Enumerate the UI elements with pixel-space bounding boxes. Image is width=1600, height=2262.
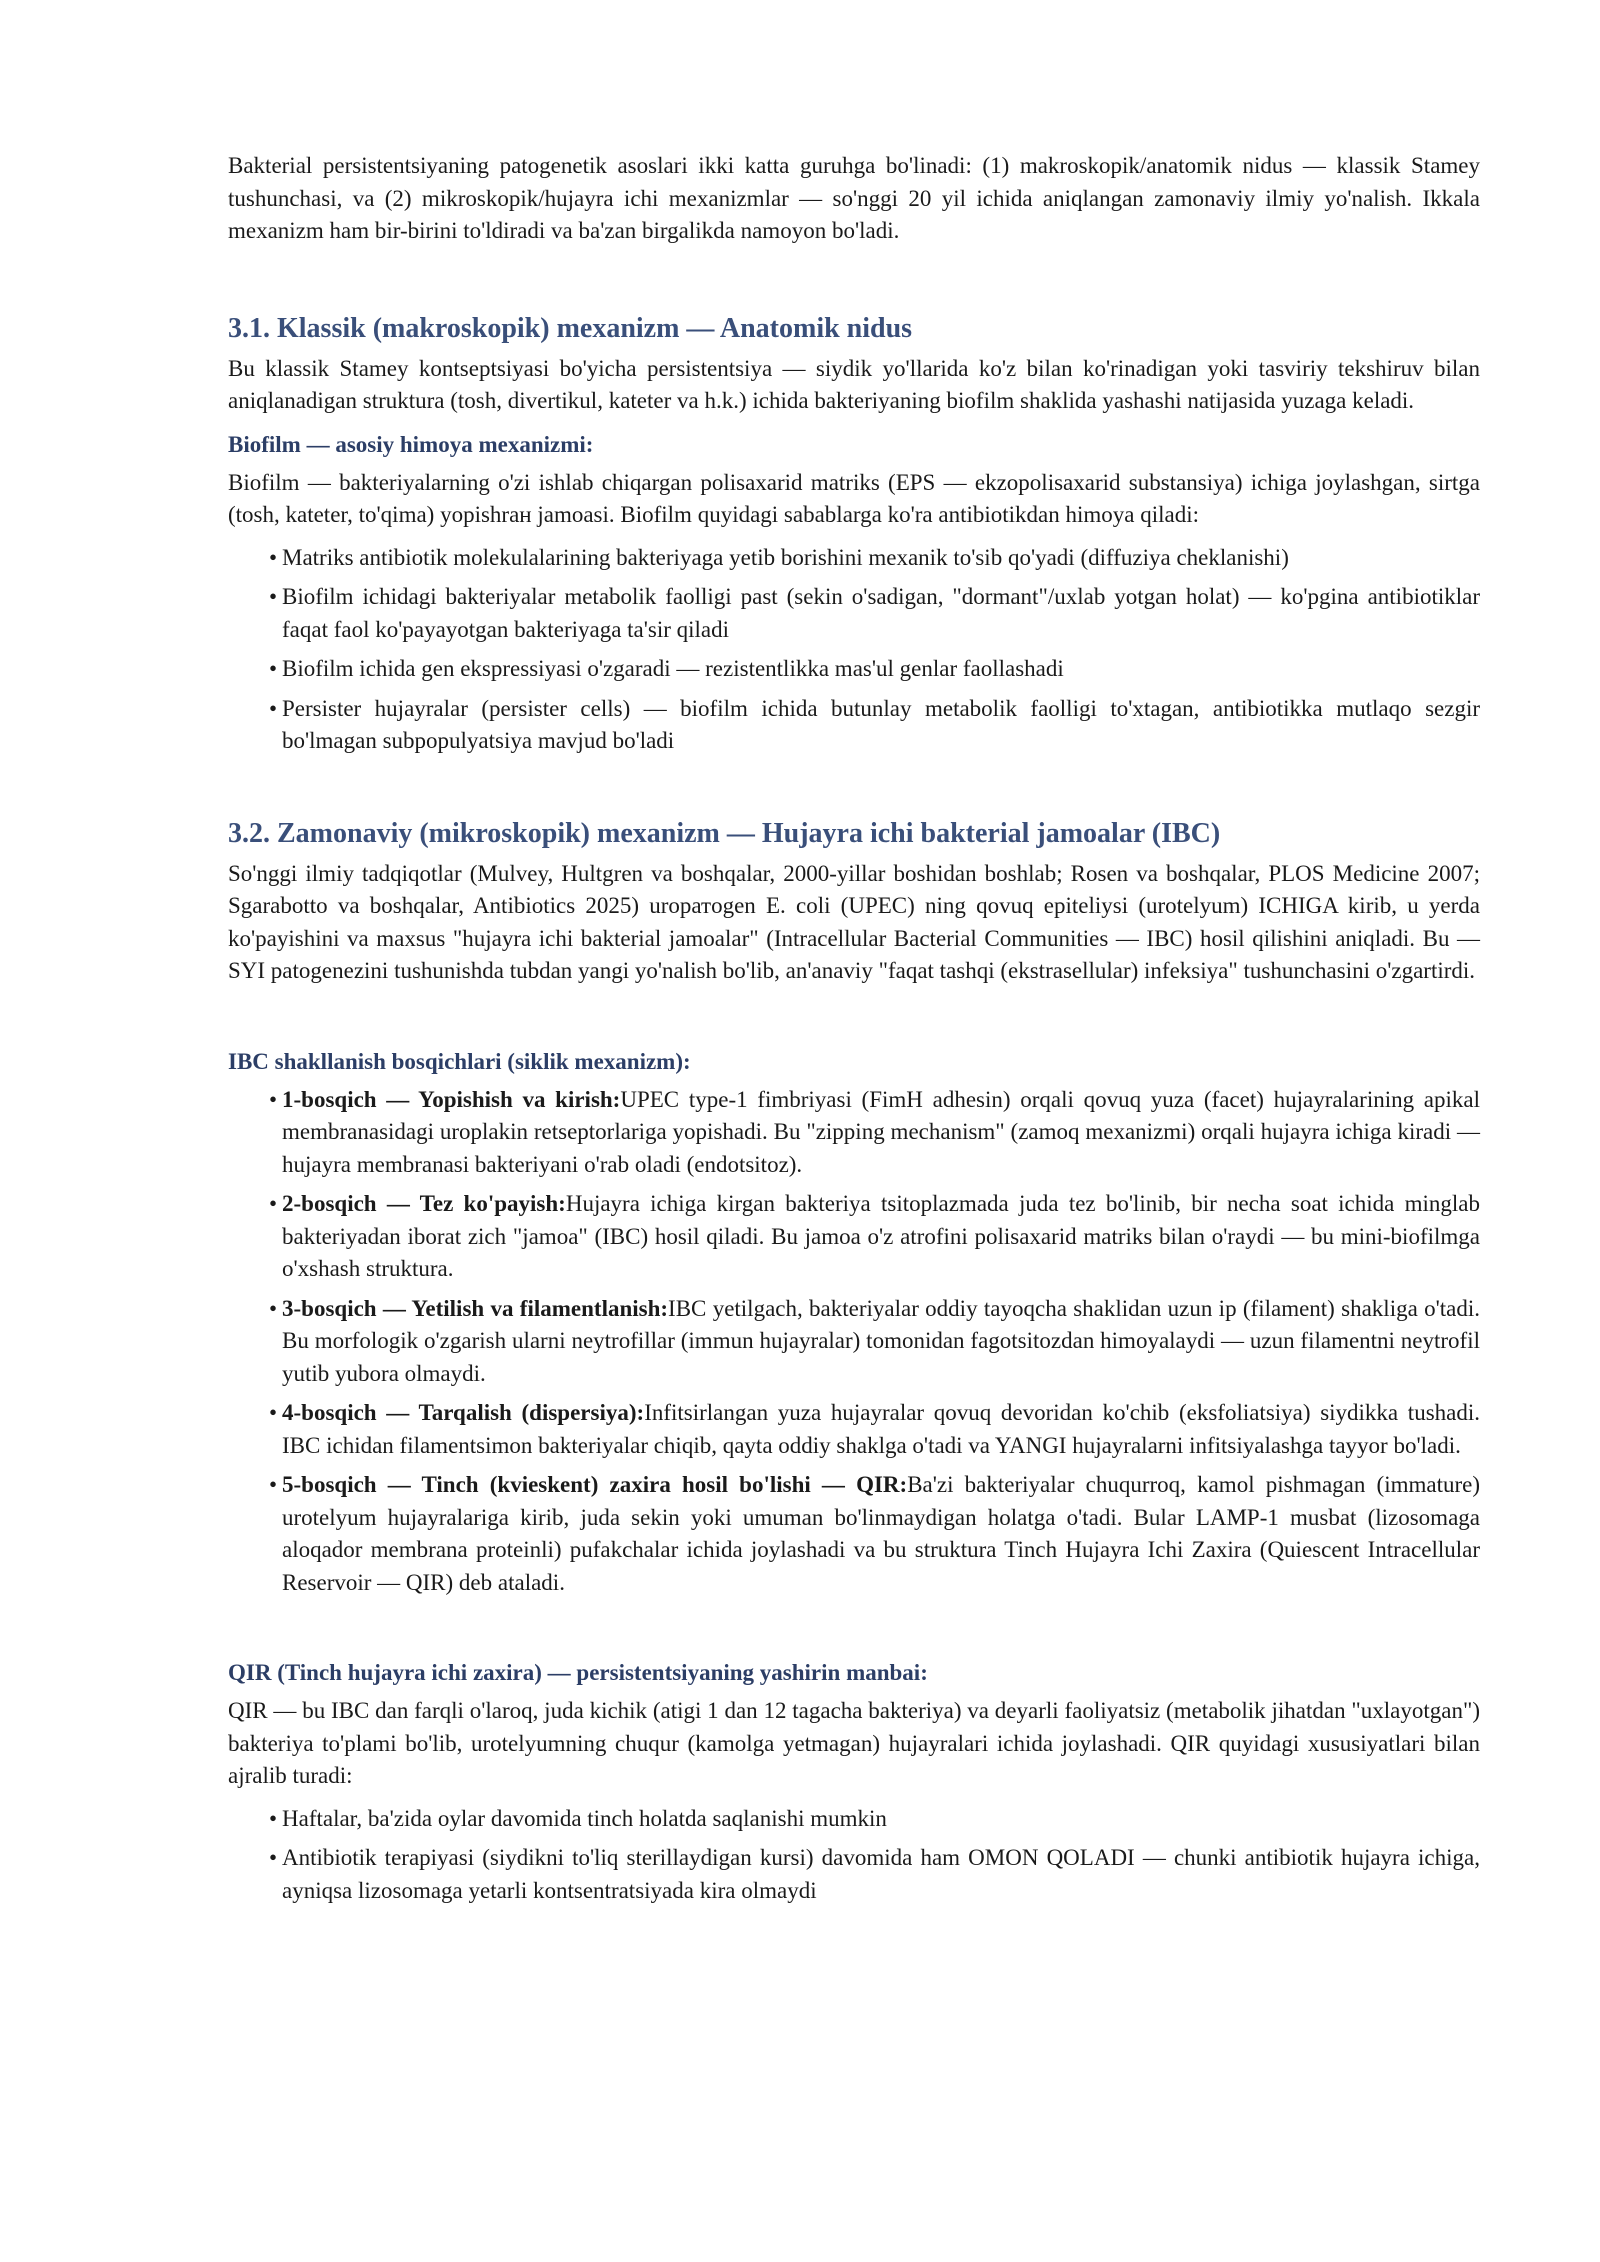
stage-label: 2-bosqich — Tez ko'payish: <box>282 1191 566 1216</box>
bullet-icon: • <box>269 1472 278 1497</box>
stage-label: 1-bosqich — Yopishish va kirish: <box>282 1086 621 1112</box>
stage-text: Ba'zi bakteriyalar chuqurroq, kamol pishmagan (immature) urotelyum hujayralariga kirib, juda sekin yoki umuman bo'linmaydigan holatga o'tadi. Bular LAMP-1 musbat (lizosomaga aloqador membrana proteinli) pufakchalar ichida joylashadi va bu struktura Tinch Hujayra Ichi Zaxira (Quiescent Intracellular Reservoir — QIR) deb ataladi. <box>282 1472 1481 1595</box>
list-item <box>228 693 1480 758</box>
biofilm-subheading: Biofilm — asosiy himoya mexanizmi: <box>228 431 594 457</box>
ibc-stages-subheading: IBC shakllanish bosqichlari (siklik mexanizm): <box>228 1048 691 1074</box>
intro-paragraph: Bakterial persistentsiyaning patogenetik asoslari ikki katta guruhga bo'linadi: (1) makroskopik/anatomik nidus — klassik Stamey tushunchasi, va (2) mikroskopik/hujayra ichi mexanizmlar — so'nggi 20 yil ichida aniqlangan zamonaviy ilmiy yo'nalish. Ikkala mexanizm ham bir-birini to'ldiradi va ba'zan birgalikda namoyon bo'ladi. <box>228 153 1480 243</box>
stage-text: Hujayra ichiga kirgan bakteriya tsitoplazmada juda tez bo'linib, bir necha soat ichida minglab bakteriyadan iborat zich "jamoa" (IBC) hosil qiladi. Bu jamoa o'z atrofini polisaxarid matriks bilan o'raydi — bu mini-biofilmga o'xshash struktura. <box>282 1191 1480 1281</box>
list-item-text: Haftalar, ba'zida oylar davomida tinch holatda saqlanishi mumkin <box>282 1805 887 1831</box>
biofilm-paragraph: Biofilm — bakteriyalarning o'zi ishlab chiqargan polisaxarid matriks (EPS — ekzopolisaxarid substansiya) ichiga joylashgan, sirtga (tosh, kateter, to'qima) yopishraн jamoasi. Biofilm quyidagi sabablarga ko'ra antibiotikdan himoya qiladi: <box>228 469 1480 527</box>
bullet-icon: • <box>269 1400 278 1425</box>
bullet-icon: • <box>269 1191 278 1216</box>
list-item <box>228 581 1480 646</box>
qir-paragraph: QIR — bu IBC dan farqli o'laroq, juda kichik (atigi 1 dan 12 tagacha bakteriya) va deyarli faoliyatsiz (metabolik jihatdan "uxlayotgan") bakteriya to'plami bo'lib, urotelyumning chuqur (kamolga yetmagan) hujayralari ichida joylashadi. QIR quyidagi xususiyatlari bilan ajralib turadi: <box>228 1698 1480 1788</box>
stage-text: UPEC type-1 fimbriyasi (FimH adhesin) orqali qovuq yuza (facet) hujayralarining apikal membranasidagi uroplakin retseptorlariga yopishadi. Bu "zipping mechanism" (zamoq mexanizmi) orqali hujayra ichiga kiradi — hujayra membranasi bakteriyani o'rab oladi (endotsitoz). <box>282 1086 1481 1177</box>
list-item <box>228 1842 1480 1907</box>
list-item <box>228 1293 1480 1391</box>
stage-text: Infitsirlangan yuza hujayralar qovuq devoridan ko'chib (eksfoliatsiya) siydikka tushadi. IBC ichidan filamentsimon bakteriyalar chiqib, qayta oddiy shaklga o'tadi va YANGI hujayralarni infitsiyalashga tayyor bo'ladi. <box>282 1400 1481 1458</box>
bullet-icon: • <box>269 656 278 681</box>
bullet-icon: • <box>269 1086 278 1112</box>
list-item <box>228 653 1480 686</box>
bullet-icon: • <box>269 1845 278 1870</box>
qir-subheading: QIR (Tinch hujayra ichi zaxira) — persistentsiyaning yashirin manbai: <box>228 1660 928 1685</box>
document-page <box>228 150 1480 1914</box>
list-item <box>228 1397 1480 1462</box>
stage-text: IBC yetilgach, bakteriyalar oddiy tayoqcha shaklidan uzun ip (filament) shakliga o'tadi. Bu morfologik o'zgarish ularni neytrofillar (immun hujayralar) tomonidan fagotsitozdan himoyalaydi — uzun filamentni neytrofil yutib yubora olmaydi. <box>282 1295 1480 1386</box>
bullet-icon: • <box>269 695 278 721</box>
bullet-icon: • <box>269 544 278 570</box>
list-item-text: Persister hujayralar (persister cells) — biofilm ichida butunlay metabolik faolligi to'xtagan, antibiotikka mutlaqo sezgir bo'lmagan subpopulyatsiya mavjud bo'ladi <box>282 695 1480 753</box>
stage-label: 4-bosqich — Tarqalish (dispersiya): <box>282 1400 645 1425</box>
section-3-1-paragraph: Bu klassik Stamey kontseptsiyasi bo'yicha persistentsiya — siydik yo'llarida ko'z bilan ko'rinadigan yoki tasviriy tekshiruv bilan aniqlanadigan struktura (tosh, divertikul, kateter va h.k.) ichida bakteriyaning biofilm shaklida yashashi natijasida yuzaga keladi. <box>228 355 1480 413</box>
bullet-icon: • <box>269 584 278 609</box>
list-item <box>228 1084 1480 1182</box>
list-item <box>228 1469 1480 1599</box>
list-item-text: Biofilm ichida gen ekspressiyasi o'zgaradi — rezistentlikka mas'ul genlar faollashadi <box>282 656 1064 681</box>
section-3-2-paragraph: So'nggi ilmiy tadqiqotlar (Mulvey, Hultgren va boshqalar, 2000-yillar boshidan boshlab; Rosen va boshqalar, PLOS Medicine 2007; Sgarabotto va boshqalar, Antibiotics 2025) uropатogen E. coli (UPEC) ning qovuq epiteliysi (urotelyum) ICHIGA kirib, u yerda ko'payishini va maxsus "hujayra ichi bakterial jamoalar" (Intracellular Bacterial Communities — IBC) hosil qilishini aniqladi. Bu — SYI patogenezini tushunishda tubdan yangi yo'nalish bo'lib, an'anaviy "faqat tashqi (ekstrasellular) infeksiya" tushunchasini o'zgartirdi. <box>228 860 1480 983</box>
qir-list <box>228 1803 1480 1908</box>
biofilm-list <box>228 542 1480 758</box>
list-item <box>228 1803 1480 1836</box>
stage-label: 3-bosqich — Yetilish va filamentlanish: <box>282 1295 669 1321</box>
bullet-icon: • <box>269 1805 278 1831</box>
bullet-icon: • <box>269 1295 278 1321</box>
ibc-stages-list <box>228 1084 1480 1600</box>
list-item <box>228 1188 1480 1286</box>
list-item-text: Antibiotik terapiyasi (siydikni to'liq sterillaydigan kursi) davomida ham OMON QOLADI — chunki antibiotik hujayra ichiga, ayniqsa lizosomaga yetarli kontsentratsiyada kira olmaydi <box>282 1845 1480 1903</box>
list-item-text: Biofilm ichidagi bakteriyalar metabolik faolligi past (sekin o'sadigan, "dormant"/uxlab yotgan holat) — ko'pgina antibiotiklar faqat faol ko'payayotgan bakteriyaga ta'sir qiladi <box>282 584 1480 642</box>
section-3-2-heading: 3.2. Zamonaviy (mikroskopik) mexanizm — Hujayra ichi bakterial jamoalar (IBC) <box>228 817 1221 849</box>
list-item <box>228 542 1480 575</box>
list-item-text: Matriks antibiotik molekulalarining bakteriyaga yetib borishini mexanik to'sib qo'yadi (diffuziya cheklanishi) <box>282 544 1289 570</box>
section-3-1-heading: 3.1. Klassik (makroskopik) mexanizm — Anatomik nidus <box>228 312 913 344</box>
stage-label: 5-bosqich — Tinch (kvieskent) zaxira hosil bo'lishi — QIR: <box>282 1472 908 1497</box>
